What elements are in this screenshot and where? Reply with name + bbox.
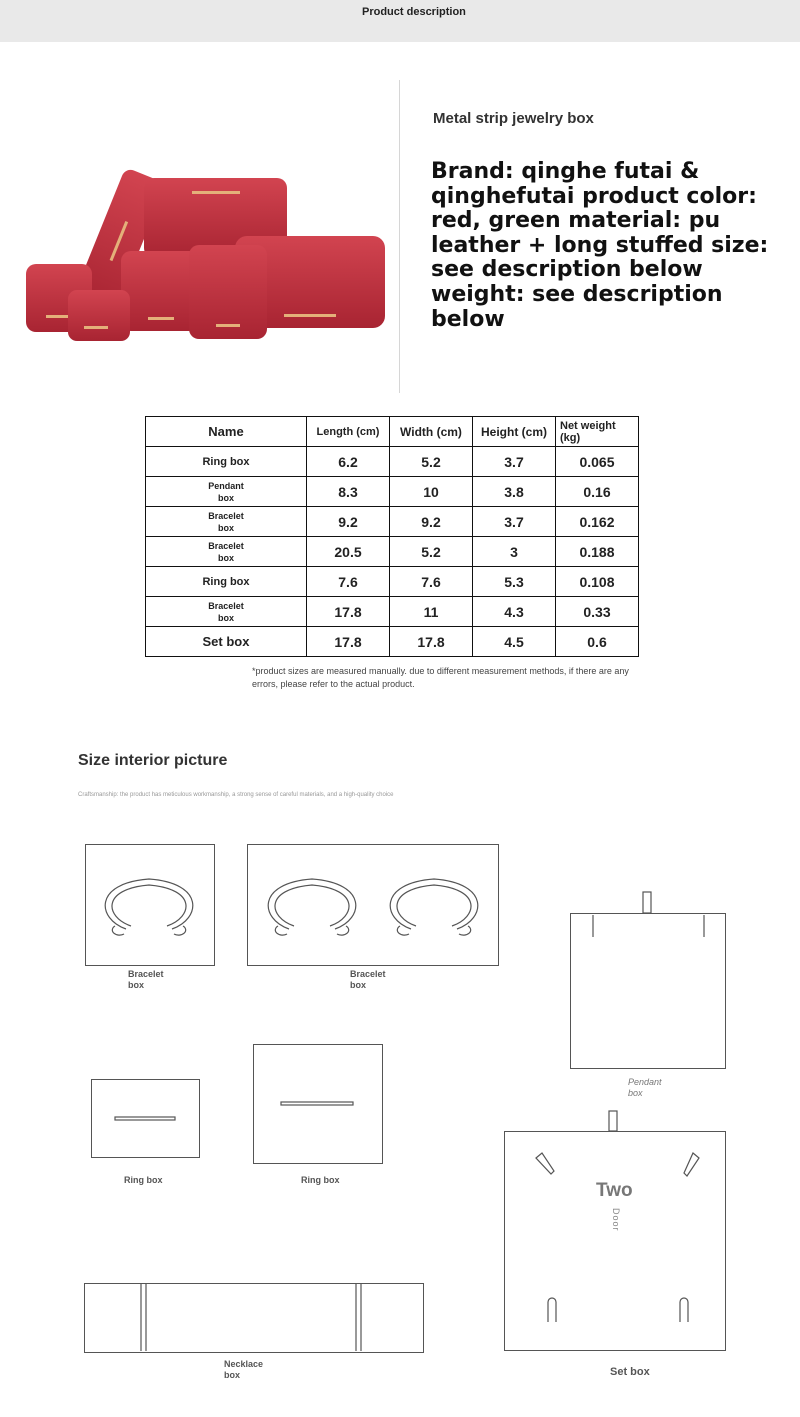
table-cell-text: Bracelet box (208, 600, 244, 623)
table-cell: 10 (390, 477, 473, 507)
bangle-icon (268, 879, 356, 935)
table-cell: 3.7 (473, 507, 556, 537)
table-cell: 5.2 (390, 447, 473, 477)
label-bracelet-box-1: Bracelet box (128, 969, 164, 990)
table-cell: 4.5 (473, 627, 556, 657)
table-cell: Ring box (146, 447, 307, 477)
table-cell: 5.3 (473, 567, 556, 597)
label-set-box: Set box (610, 1366, 650, 1378)
table-cell: Ring box (146, 567, 307, 597)
table-header-cell: Name (146, 417, 307, 447)
table-cell-text: Bracelet box (208, 540, 244, 563)
table-cell-text: Bracelet box (208, 510, 244, 533)
table-header-cell: Net weight (kg) (556, 417, 639, 447)
table-cell: 17.8 (390, 627, 473, 657)
table-header-cell: Height (cm) (473, 417, 556, 447)
label-ring-box-2: Ring box (301, 1175, 340, 1185)
table-cell: 20.5 (307, 537, 390, 567)
table-cell: Set box (146, 627, 307, 657)
table-cell: 5.2 (390, 537, 473, 567)
label-ring-box-1: Ring box (124, 1175, 163, 1185)
table-cell: 0.6 (556, 627, 639, 657)
table-cell: 8.3 (307, 477, 390, 507)
table-cell: 4.3 (473, 597, 556, 627)
table-header-cell: Width (cm) (390, 417, 473, 447)
table-cell-text: Pendant box (208, 480, 244, 503)
bangle-icon (105, 879, 193, 935)
interior-section-title: Size interior picture (78, 752, 228, 769)
table-header-cell: Length (cm) (307, 417, 390, 447)
table-cell: 3 (473, 537, 556, 567)
table-cell: 9.2 (390, 507, 473, 537)
table-cell: 0.108 (556, 567, 639, 597)
table-cell: 17.8 (307, 627, 390, 657)
interior-section-subtitle: Craftsmanship: the product has meticulous workmanship, a strong sense of careful materials, and a high-quality choice (78, 792, 394, 798)
table-cell: 7.6 (390, 567, 473, 597)
table-cell: 0.188 (556, 537, 639, 567)
table-cell: 7.6 (307, 567, 390, 597)
bangle-icon (390, 879, 478, 935)
label-bracelet-box-2: Bracelet box (350, 969, 386, 990)
page-title: Product description (362, 6, 466, 18)
table-cell: 0.065 (556, 447, 639, 477)
set-box-door-text: Door (611, 1208, 621, 1232)
measurement-note: *product sizes are measured manually. due to different measurement methods, if there are any errors, please refer to the actual product. (252, 666, 629, 689)
table-cell: 0.33 (556, 597, 639, 627)
table-cell: 17.8 (307, 597, 390, 627)
label-necklace-box: Necklace box (224, 1359, 264, 1380)
table-cell: 9.2 (307, 507, 390, 537)
table-cell: 3.7 (473, 447, 556, 477)
set-box-two-text: Two (596, 1180, 633, 1201)
table-cell: 11 (390, 597, 473, 627)
table-cell: 6.2 (307, 447, 390, 477)
table-cell: 0.16 (556, 477, 639, 507)
product-subtitle: Metal strip jewelry box (433, 110, 594, 127)
product-spec-text: Brand: qinghe futai & qinghefutai product color: red, green material: pu leather + long stuffed size: see description below weight: see description below (431, 159, 769, 332)
table-cell: 0.162 (556, 507, 639, 537)
label-pendant-box: Pendant box (628, 1077, 662, 1098)
table-cell: 3.8 (473, 477, 556, 507)
